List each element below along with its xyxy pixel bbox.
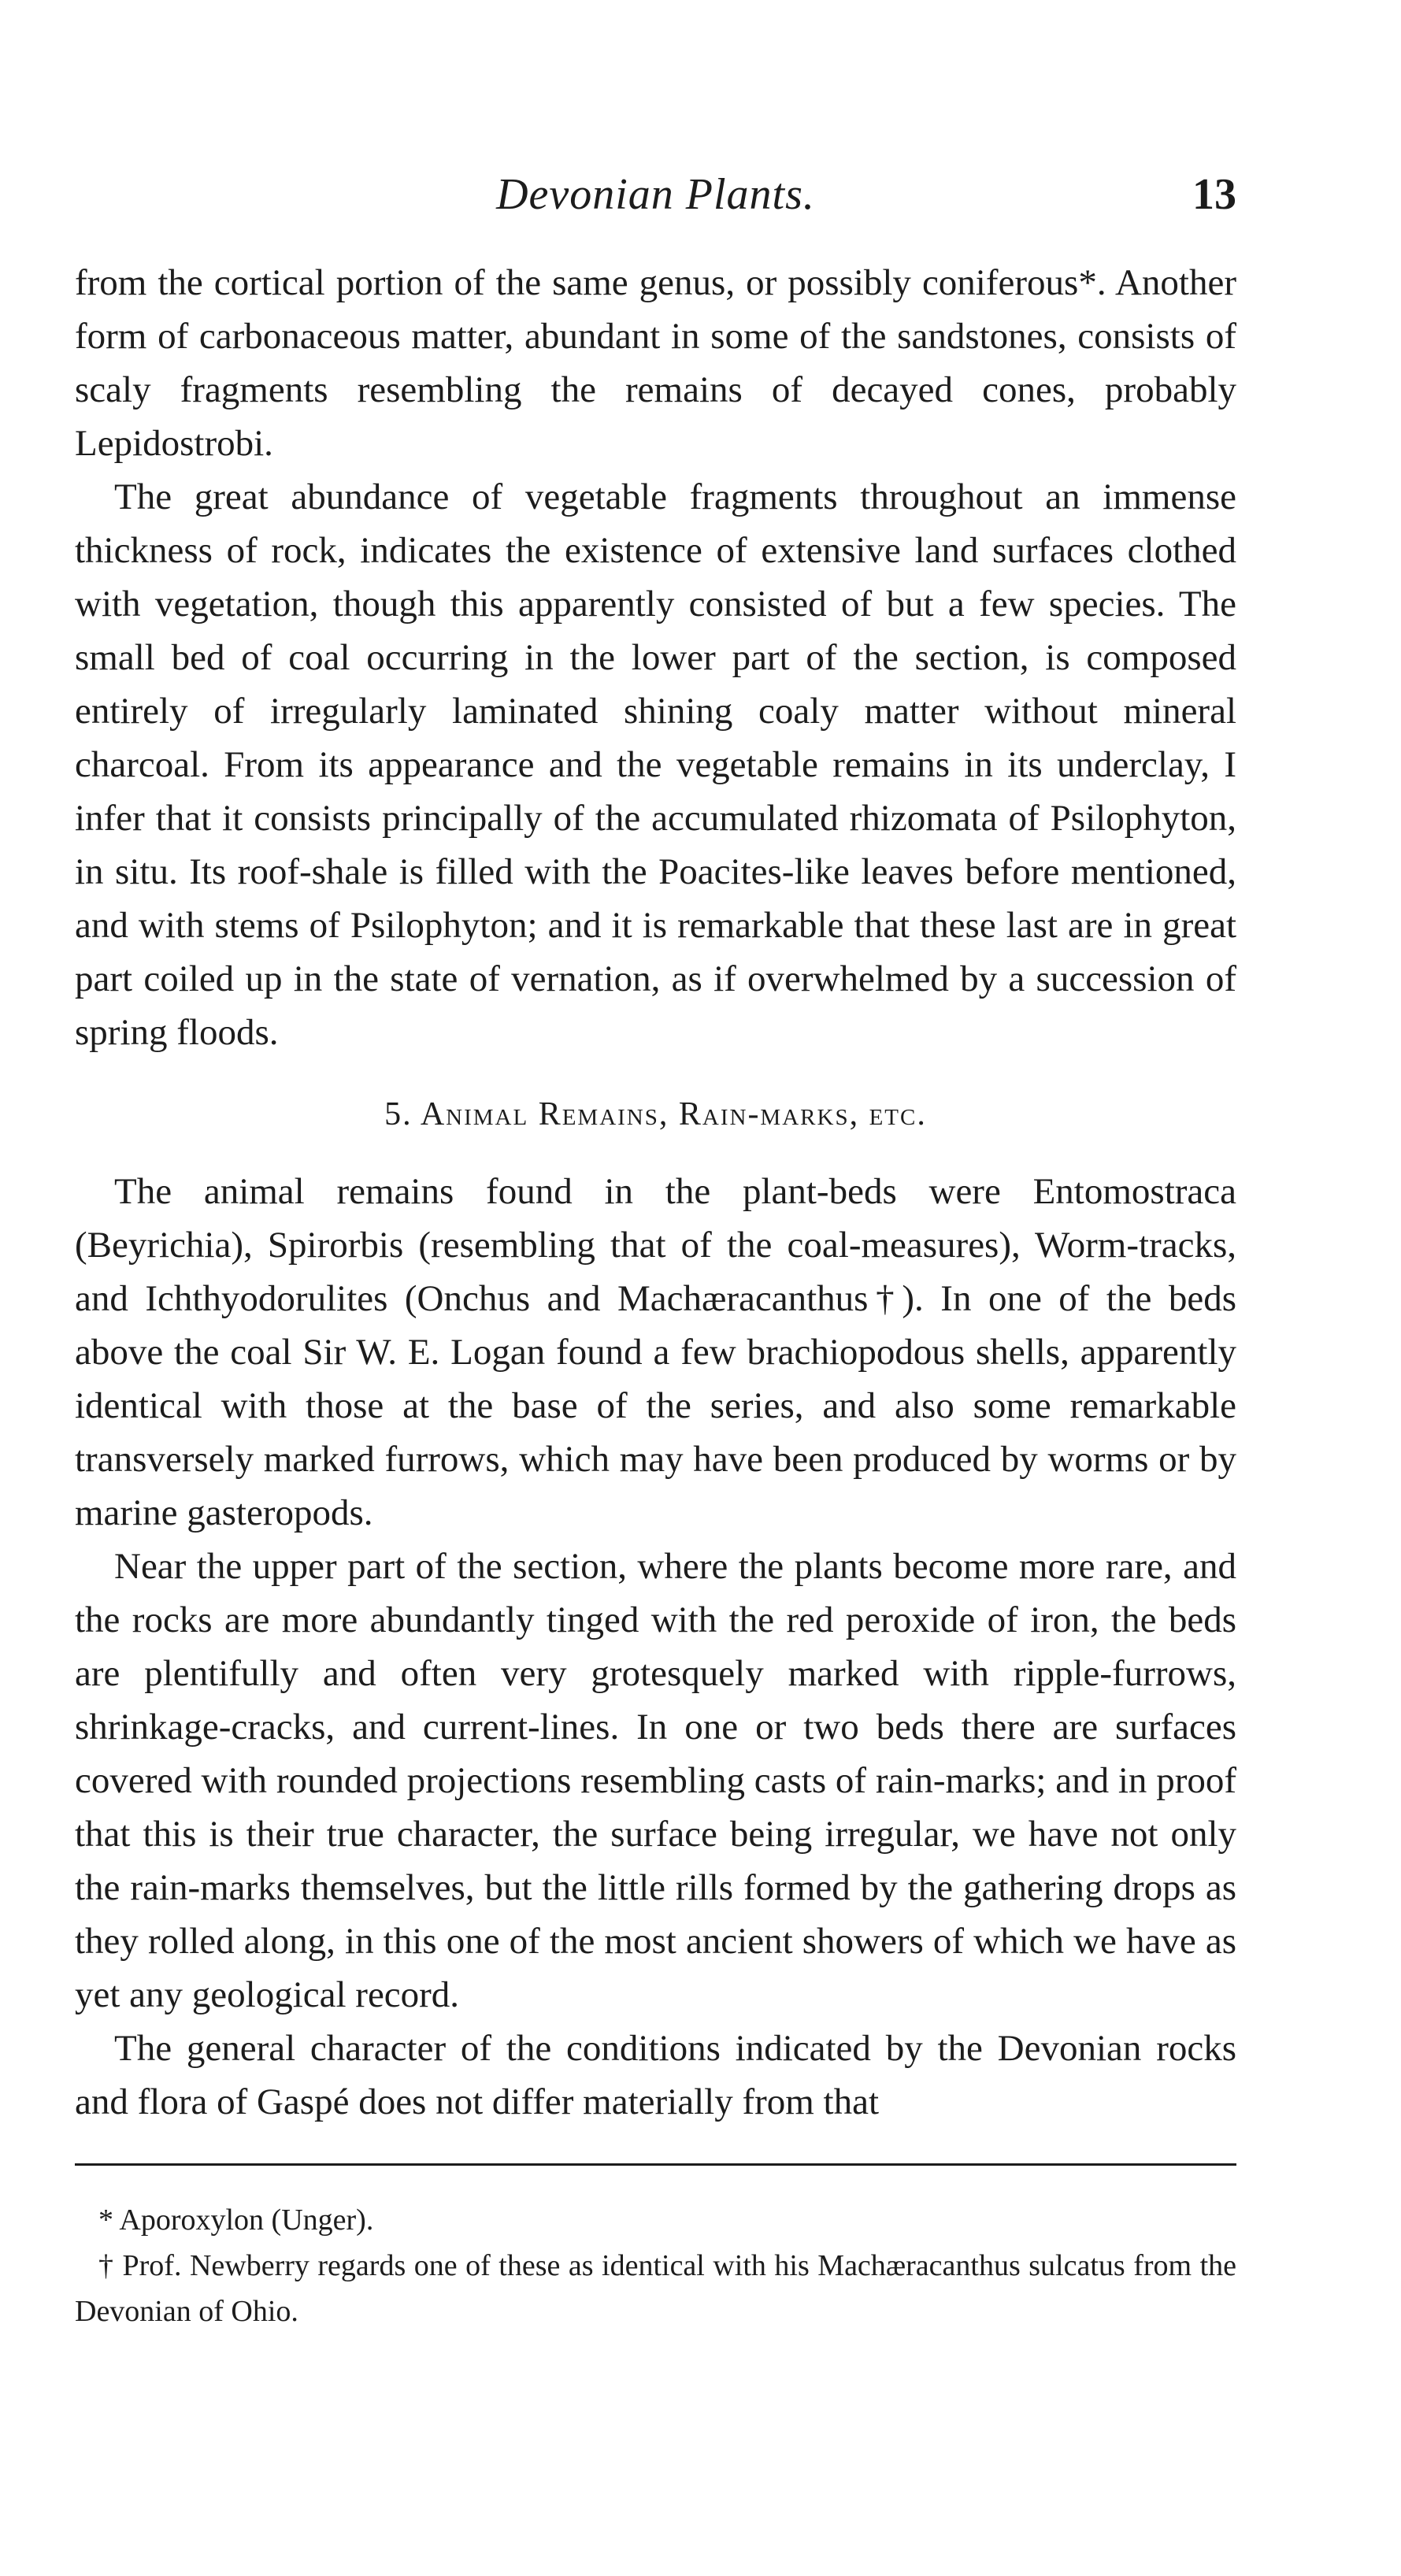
footnote-2: † Prof. Newberry regards one of these as identical with his Machæracanthus sulcatus from the Devonian of Ohio. — [75, 2249, 1236, 2328]
paragraph-3: The animal remains found in the plant-beds were Entomostraca (Beyrichia), Spirorbis (resembling that of the coal-measures), Worm-tracks, and Ichthyodorulites (Onchus and Machæracanthus†). In one of the beds above the coal Sir W. E. Logan found a few brachiopodous shells, apparently identical with those at the base of the series, and also some remarkable transversely marked furrows, which may have been produced by worms or by marine gasteropods. — [75, 1171, 1236, 1533]
footnote-1: * Aporoxylon (Unger). — [98, 2203, 374, 2237]
body-text — [75, 256, 1236, 2129]
page — [75, 169, 1236, 2334]
running-head — [75, 169, 1236, 224]
footnote-rule — [75, 2163, 1236, 2166]
running-title: Devonian Plants. — [496, 170, 815, 219]
section-heading: 5. Animal Remains, Rain-marks, etc. — [384, 1096, 927, 1132]
page-number: 13 — [1192, 170, 1236, 219]
footnotes — [75, 2197, 1236, 2334]
paragraph-4: Near the upper part of the section, where the plants become more rare, and the rocks are more abundantly tinged with the red peroxide of iron, the beds are plentifully and often very grotesquely marked with ripple-furrows, shrinkage-cracks, and current-lines. In one or two beds there are surfaces covered with rounded projections resembling casts of rain-marks; and in proof that this is their true character, the surface being irregular, we have not only the rain-marks themselves, but the little rills formed by the gathering drops as they rolled along, in this one of the most ancient showers of which we have as yet any geological record. — [75, 1546, 1236, 2015]
paragraph-5: The general character of the conditions indicated by the Devonian rocks and flora of Gaspé does not differ materially from that — [75, 2028, 1236, 2122]
paragraph-2: The great abundance of vegetable fragments throughout an immense thickness of rock, indicates the existence of extensive land surfaces clothed with vegetation, though this apparently consisted of but a few species. The small bed of coal occurring in the lower part of the section, is composed entirely of irregularly laminated shining coaly matter without mineral charcoal. From its appearance and the vegetable remains in its underclay, I infer that it consists principally of the accumulated rhizomata of Psilophyton, in situ. Its roof-shale is filled with the Poacites-like leaves before mentioned, and with stems of Psilophyton; and it is remarkable that these last are in great part coiled up in the state of vernation, as if overwhelmed by a succession of spring floods. — [75, 476, 1236, 1053]
paragraph-1: from the cortical portion of the same genus, or possibly coniferous*. Another form of carbonaceous matter, abundant in some of the sandstones, consists of scaly fragments resembling the remains of decayed cones, probably Lepidostrobi. — [75, 262, 1236, 464]
